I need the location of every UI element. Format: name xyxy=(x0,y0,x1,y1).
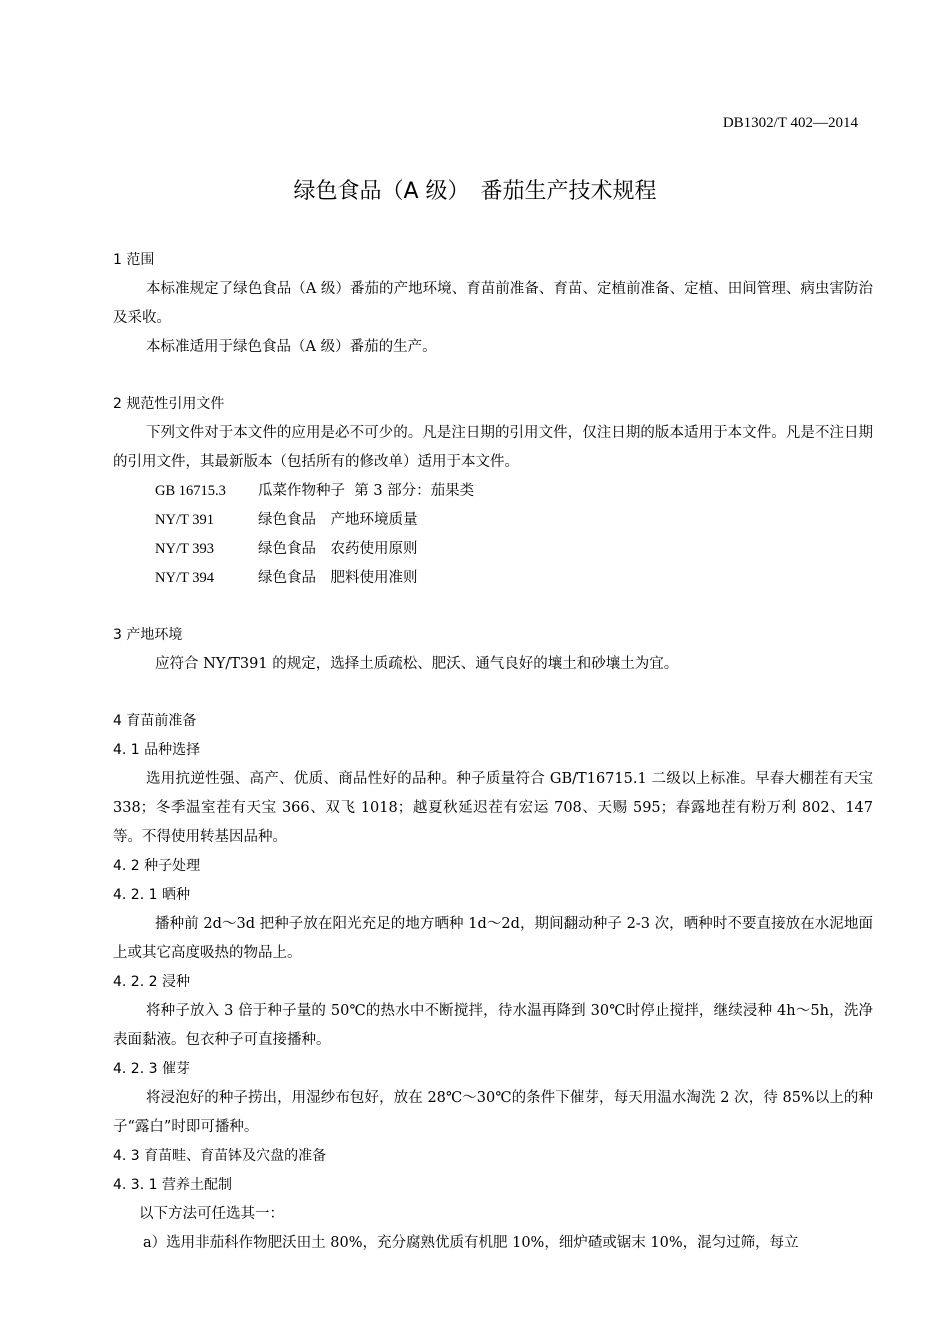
section-4-3-heading: 4. 3 育苗畦、育苗钵及穴盘的准备 xyxy=(113,1148,327,1164)
document-code: DB1302/T 402—2014 xyxy=(722,115,858,131)
section-4-3-1-heading: 4. 3. 1 营养土配制 xyxy=(113,1177,232,1193)
section-4-1-paragraph: 选用抗逆性强、高产、优质、商品性好的品种。种子质量符合 GB/T16715.1 二级以上标准。早春大棚茬有天宝 338；冬季温室茬有天宝 366、双飞 1018；越夏秋延迟茬有宏运 708、天赐 595；春露地茬有粉万利 802、147 等。不得使用转基因品种。 xyxy=(113,771,873,845)
document-body xyxy=(113,246,873,1258)
reference-item xyxy=(113,564,873,593)
reference-code: NY/T 391 xyxy=(155,512,214,528)
section-4-1-heading: 4. 1 品种选择 xyxy=(113,742,201,758)
section-3-paragraph-1: 应符合 NY/T391 的规定，选择土质疏松、肥沃、通气良好的壤土和砂壤土为宜。 xyxy=(155,656,679,672)
reference-code: GB 16715.3 xyxy=(155,483,226,499)
section-4-3-1-paragraph-2: a）选用非茄科作物肥沃田土 80%，充分腐熟优质有机肥 10%，细炉碴或锯末 10%，混匀过筛，每立 xyxy=(143,1235,799,1251)
reference-title: 绿色食品 产地环境质量 xyxy=(258,512,418,528)
section-1-paragraph-2: 本标准适用于绿色食品（A 级）番茄的生产。 xyxy=(146,339,437,355)
section-1-paragraph-1: 本标准规定了绿色食品（A 级）番茄的产地环境、育苗前准备、育苗、定植前准备、定植、田间管理、病虫害防治及采收。 xyxy=(113,281,873,326)
section-4-2-heading: 4. 2 种子处理 xyxy=(113,858,201,874)
section-2-heading: 2 规范性引用文件 xyxy=(113,396,225,412)
section-4-2-3-paragraph: 将浸泡好的种子捞出，用湿纱布包好，放在 28℃～30℃的条件下催芽，每天用温水淘洗 2 次，待 85%以上的种子“露白”时即可播种。 xyxy=(113,1090,873,1135)
section-3-heading: 3 产地环境 xyxy=(113,627,183,643)
reference-code: NY/T 394 xyxy=(155,570,214,586)
reference-title: 瓜菜作物种子 第 3 部分：茄果类 xyxy=(258,483,475,499)
reference-code: NY/T 393 xyxy=(155,541,214,557)
section-2-paragraph-1: 下列文件对于本文件的应用是必不可少的。凡是注日期的引用文件，仅注日期的版本适用于本文件。凡是不注日期的引用文件，其最新版本（包括所有的修改单）适用于本文件。 xyxy=(113,425,873,470)
section-4-3-1-paragraph-1: 以下方法可任选其一： xyxy=(139,1206,284,1222)
section-1-heading: 1 范围 xyxy=(113,252,155,268)
reference-item xyxy=(113,506,873,535)
document-title: 绿色食品（A 级） 番茄生产技术规程 xyxy=(293,179,657,204)
reference-title: 绿色食品 肥料使用准则 xyxy=(258,570,418,586)
reference-item xyxy=(113,477,873,506)
reference-title: 绿色食品 农药使用原则 xyxy=(258,541,418,557)
section-4-2-2-heading: 4. 2. 2 浸种 xyxy=(113,974,190,990)
reference-item xyxy=(113,535,873,564)
section-4-2-2-paragraph: 将种子放入 3 倍于种子量的 50℃的热水中不断搅拌，待水温再降到 30℃时停止搅拌，继续浸种 4h～5h，洗净表面黏液。包衣种子可直接播种。 xyxy=(113,1003,873,1048)
section-4-2-3-heading: 4. 2. 3 催芽 xyxy=(113,1061,190,1077)
section-4-2-1-paragraph: 播种前 2d～3d 把种子放在阳光充足的地方晒种 1d～2d，期间翻动种子 2-3 次，晒种时不要直接放在水泥地面上或其它高度吸热的物品上。 xyxy=(113,916,873,961)
section-4-2-1-heading: 4. 2. 1 晒种 xyxy=(113,887,190,903)
section-4-heading: 4 育苗前准备 xyxy=(113,713,197,729)
